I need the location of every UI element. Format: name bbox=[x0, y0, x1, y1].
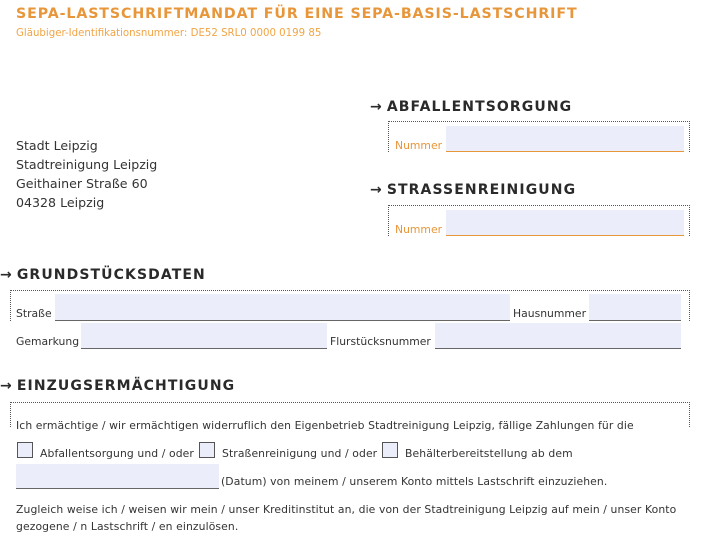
mandate-intro: Ich ermächtige / wir ermächtigen widerruflich den Eigenbetrieb Stadtreinigung Leipzig, fällige Zahlungen für die bbox=[16, 419, 634, 432]
form-title: SEPA-LASTSCHRIFTMANDAT FÜR EINE SEPA-BASIS-LASTSCHRIFT bbox=[16, 6, 578, 22]
recipient-address bbox=[16, 136, 157, 212]
checkbox-abfallentsorgung[interactable] bbox=[17, 442, 33, 458]
street-underline bbox=[55, 320, 510, 321]
address-line: Geithainer Straße 60 bbox=[16, 176, 148, 191]
section-heading: EINZUGSERMÄCHTIGUNG bbox=[16, 378, 236, 394]
abfall-number-underline bbox=[446, 151, 684, 152]
flurstueck-field[interactable] bbox=[435, 323, 681, 348]
arrow-right-icon: → bbox=[0, 267, 13, 283]
strasse-number-label: Nummer bbox=[395, 223, 443, 236]
gemarkung-underline bbox=[81, 348, 327, 349]
arrow-right-icon: → bbox=[370, 182, 383, 198]
strasse-number-underline bbox=[446, 235, 684, 236]
section-heading: ABFALLENTSORGUNG bbox=[386, 99, 573, 115]
address-line: Stadtreinigung Leipzig bbox=[16, 157, 158, 172]
flurstueck-underline bbox=[435, 348, 681, 349]
abfall-number-label: Nummer bbox=[395, 139, 443, 152]
house-number-field[interactable] bbox=[589, 294, 681, 320]
address-line: 04328 Leipzig bbox=[16, 195, 105, 210]
street-field[interactable] bbox=[55, 294, 510, 320]
date-underline bbox=[16, 488, 219, 489]
arrow-right-icon: → bbox=[370, 99, 383, 115]
checkbox-behaelterbereitstellung[interactable] bbox=[382, 442, 398, 458]
abfall-number-field[interactable] bbox=[446, 126, 684, 151]
house-number-label: Hausnummer bbox=[513, 307, 587, 320]
date-text: (Datum) von meinem / unserem Konto mittels Lastschrift einzuziehen. bbox=[221, 475, 608, 488]
option-behaelter-label: Behälterbereitstellung ab dem bbox=[405, 447, 573, 460]
date-field[interactable] bbox=[16, 464, 219, 488]
gemarkung-field[interactable] bbox=[81, 323, 327, 348]
section-heading: STRASSENREINIGUNG bbox=[386, 182, 577, 198]
section-abfallentsorgung bbox=[370, 99, 572, 115]
arrow-right-icon: → bbox=[0, 378, 13, 394]
section-heading: GRUNDSTÜCKSDATEN bbox=[16, 267, 206, 283]
street-label: Straße bbox=[16, 307, 52, 320]
checkbox-strassenreinigung[interactable] bbox=[199, 442, 215, 458]
option-strassenreinigung-label: Straßenreinigung und / oder bbox=[222, 447, 378, 460]
gemarkung-label: Gemarkung bbox=[16, 335, 80, 348]
section-grundstuecksdaten bbox=[0, 267, 206, 283]
strasse-number-field[interactable] bbox=[446, 210, 684, 235]
address-line: Stadt Leipzig bbox=[16, 138, 98, 153]
flurstueck-label: Flurstücksnummer bbox=[330, 335, 431, 348]
house-number-underline bbox=[589, 320, 681, 321]
closing-line-1: Zugleich weise ich / weisen wir mein / unser Kreditinstitut an, die von der Stadtreinigung Leipzig auf mein / unser Konto bbox=[16, 503, 677, 516]
section-strassenreinigung bbox=[370, 182, 576, 198]
closing-line-2: gezogene / n Lastschrift / en einzulösen. bbox=[16, 520, 239, 533]
option-abfallentsorgung-label: Abfallentsorgung und / oder bbox=[40, 447, 194, 460]
section-einzugsermaechtigung bbox=[0, 378, 235, 394]
creditor-id: Gläubiger-Identifikationsnummer: DE52 SRL0 0000 0199 85 bbox=[16, 28, 322, 39]
